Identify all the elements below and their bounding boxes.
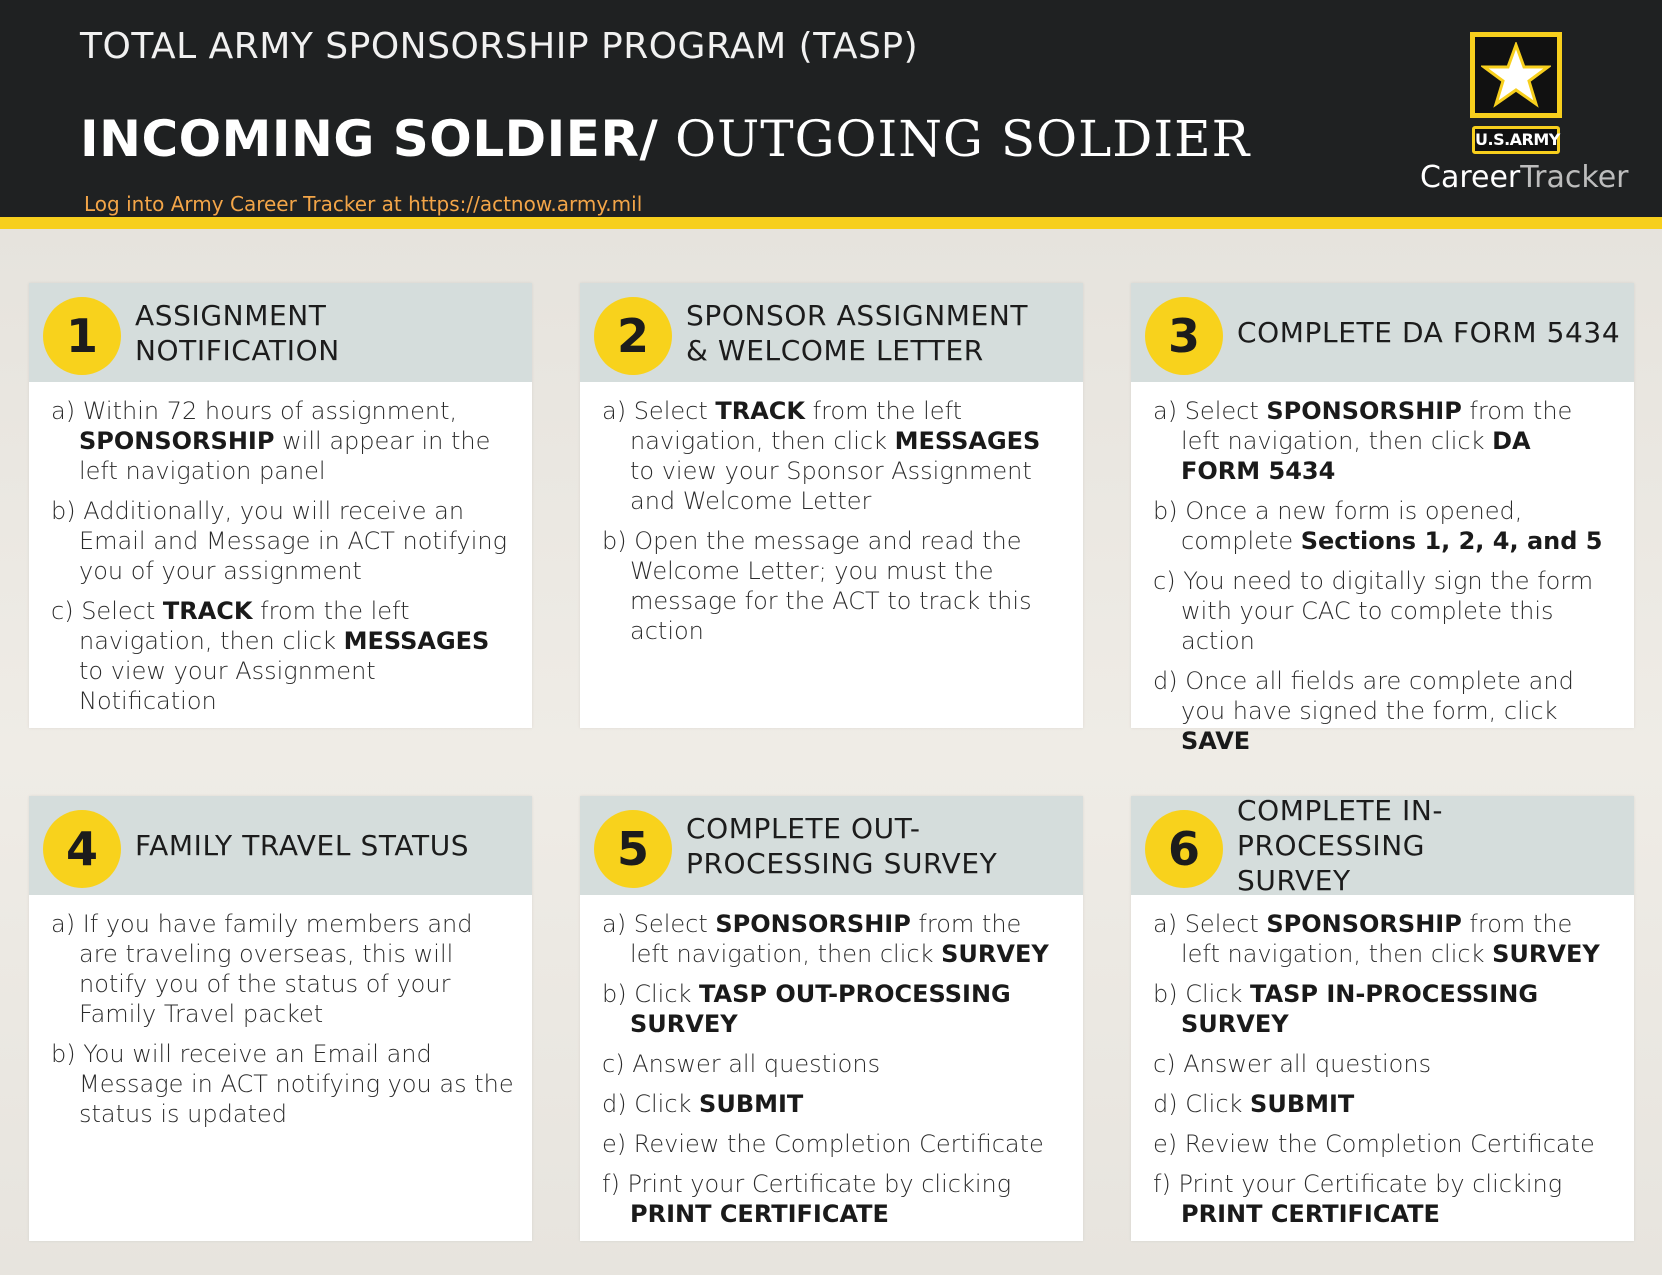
card-body xyxy=(580,382,1083,646)
step-text: to view your Sponsor Assignment and Welcome Letter xyxy=(630,457,1032,515)
step-text: f) Print your Certificate by clicking xyxy=(602,1170,1012,1198)
step-text: d) Once all fields are complete and you have signed the form, click xyxy=(1153,667,1574,725)
step-number: 5 xyxy=(594,810,672,888)
card-header xyxy=(580,283,1083,382)
step-card-2 xyxy=(580,283,1083,728)
step-keyword: SURVEY xyxy=(1492,940,1600,968)
step-text: c) You need to digitally sign the form with your CAC to complete this action xyxy=(1153,567,1594,655)
step-text: will appear in the left navigation panel xyxy=(79,427,491,485)
step-item xyxy=(1153,496,1616,556)
step-keyword: TRACK xyxy=(162,597,253,625)
step-text: c) Answer all questions xyxy=(1153,1050,1432,1078)
step-text: a) Select xyxy=(602,397,716,425)
step-text: from the left navigation, then click xyxy=(630,397,963,455)
step-item xyxy=(1153,1089,1616,1119)
card-body xyxy=(580,895,1083,1229)
step-text: a) Select xyxy=(1153,910,1267,938)
step-card-4 xyxy=(29,796,532,1241)
card-body xyxy=(29,895,532,1129)
step-keyword: TRACK xyxy=(715,397,806,425)
step-card-1 xyxy=(29,283,532,728)
step-text: b) Additionally, you will receive an Email and Message in ACT notifying you of your assignment xyxy=(51,497,508,585)
step-keyword: SPONSORSHIP xyxy=(79,427,275,455)
step-text: b) You will receive an Email and Message in ACT notifying you as the status is updated xyxy=(51,1040,514,1128)
card-title: ASSIGNMENT NOTIFICATION xyxy=(135,298,340,367)
card-body xyxy=(1131,895,1634,1229)
step-item xyxy=(602,1129,1065,1159)
card-body xyxy=(29,382,532,716)
step-text: e) Review the Completion Certificate xyxy=(602,1130,1044,1158)
step-number: 2 xyxy=(594,297,672,375)
step-keyword: PRINT CERTIFICATE xyxy=(1181,1200,1440,1228)
step-item xyxy=(602,979,1065,1039)
card-header xyxy=(580,796,1083,895)
card-title: FAMILY TRAVEL STATUS xyxy=(135,829,470,862)
step-keyword: SPONSORSHIP xyxy=(715,910,911,938)
step-item xyxy=(602,1049,1065,1079)
title-incoming: INCOMING SOLDIER/ xyxy=(80,110,659,168)
step-number: 3 xyxy=(1145,297,1223,375)
step-item xyxy=(1153,566,1616,656)
wordmark-tracker: Tracker xyxy=(1520,160,1629,195)
step-text: b) Click xyxy=(1153,980,1251,1008)
step-item xyxy=(51,496,514,586)
step-item xyxy=(51,396,514,486)
step-keyword: SUBMIT xyxy=(1250,1090,1355,1118)
step-item xyxy=(602,909,1065,969)
step-item xyxy=(51,909,514,1029)
step-number: 6 xyxy=(1145,810,1223,888)
card-title: COMPLETE OUT-PROCESSING SURVEY xyxy=(686,811,998,880)
step-keyword: TASP IN-PROCESSING SURVEY xyxy=(1181,980,1539,1038)
step-text: from the left navigation, then click xyxy=(630,910,1022,968)
step-keyword: Sections 1, 2, 4, and 5 xyxy=(1300,527,1603,555)
card-body xyxy=(1131,382,1634,756)
card-header xyxy=(29,796,532,895)
step-card-6 xyxy=(1131,796,1634,1241)
step-item xyxy=(602,1169,1065,1229)
login-text: Log into Army Career Tracker at xyxy=(84,192,409,216)
step-keyword: SURVEY xyxy=(941,940,1049,968)
step-keyword: SUBMIT xyxy=(699,1090,804,1118)
step-card-5 xyxy=(580,796,1083,1241)
step-text: a) Select xyxy=(1153,397,1267,425)
step-item xyxy=(51,596,514,716)
header-banner xyxy=(0,0,1662,229)
step-keyword: MESSAGES xyxy=(894,427,1041,455)
step-text: f) Print your Certificate by clicking xyxy=(1153,1170,1563,1198)
step-keyword: SPONSORSHIP xyxy=(1266,397,1462,425)
step-keyword: SAVE xyxy=(1181,727,1251,755)
step-item xyxy=(602,1089,1065,1119)
card-header xyxy=(1131,796,1634,895)
career-tracker-wordmark xyxy=(1420,160,1629,195)
step-text: from the left navigation, then click xyxy=(1181,397,1573,455)
step-item xyxy=(1153,1049,1616,1079)
card-header xyxy=(1131,283,1634,382)
page-title xyxy=(80,110,1250,168)
step-text: d) Click xyxy=(602,1090,700,1118)
step-text: c) Answer all questions xyxy=(602,1050,881,1078)
step-text: e) Review the Completion Certificate xyxy=(1153,1130,1595,1158)
step-item xyxy=(1153,396,1616,486)
step-keyword: PRINT CERTIFICATE xyxy=(630,1200,889,1228)
card-title: COMPLETE DA FORM 5434 xyxy=(1237,316,1621,349)
step-item xyxy=(1153,666,1616,756)
step-text: to view your Assignment Notification xyxy=(79,657,376,715)
step-item xyxy=(1153,1169,1616,1229)
login-instruction xyxy=(84,192,642,216)
step-item xyxy=(1153,979,1616,1039)
title-outgoing: OUTGOING SOLDIER xyxy=(658,110,1251,168)
card-title: COMPLETE IN-PROCESSING SURVEY xyxy=(1237,794,1444,897)
step-card-3 xyxy=(1131,283,1634,755)
step-keyword: MESSAGES xyxy=(343,627,490,655)
army-star-icon xyxy=(1470,32,1562,118)
step-text: c) Select xyxy=(51,597,163,625)
step-text: from the left navigation, then click xyxy=(1181,910,1573,968)
wordmark-career: Career xyxy=(1420,160,1521,195)
step-text: b) Once a new form is opened, complete xyxy=(1153,497,1523,555)
step-keyword: TASP OUT-PROCESSING SURVEY xyxy=(630,980,1011,1038)
step-item xyxy=(602,396,1065,516)
card-header xyxy=(29,283,532,382)
step-text: a) If you have family members and are traveling overseas, this will notify you of the status of your Family Travel packet xyxy=(51,910,473,1028)
step-item xyxy=(51,1039,514,1129)
login-link[interactable]: https://actnow.army.mil xyxy=(408,192,643,216)
step-keyword: SPONSORSHIP xyxy=(1266,910,1462,938)
step-text: b) Click xyxy=(602,980,700,1008)
step-item xyxy=(602,526,1065,646)
step-number: 4 xyxy=(43,810,121,888)
step-text: a) Within 72 hours of assignment, xyxy=(51,397,458,425)
step-item xyxy=(1153,909,1616,969)
program-title: TOTAL ARMY SPONSORSHIP PROGRAM (TASP) xyxy=(80,26,919,67)
step-text: d) Click xyxy=(1153,1090,1251,1118)
step-number: 1 xyxy=(43,297,121,375)
step-text: from the left navigation, then click xyxy=(79,597,410,655)
step-text: b) Open the message and read the Welcome Letter; you must the message for the ACT to track this action xyxy=(602,527,1032,645)
army-career-tracker-logo xyxy=(1420,28,1629,203)
step-item xyxy=(1153,1129,1616,1159)
step-text: a) Select xyxy=(602,910,716,938)
us-army-badge: U.S.ARMY xyxy=(1472,126,1560,154)
card-title: SPONSOR ASSIGNMENT & WELCOME LETTER xyxy=(686,298,1029,367)
step-keyword: DA FORM 5434 xyxy=(1181,427,1531,485)
